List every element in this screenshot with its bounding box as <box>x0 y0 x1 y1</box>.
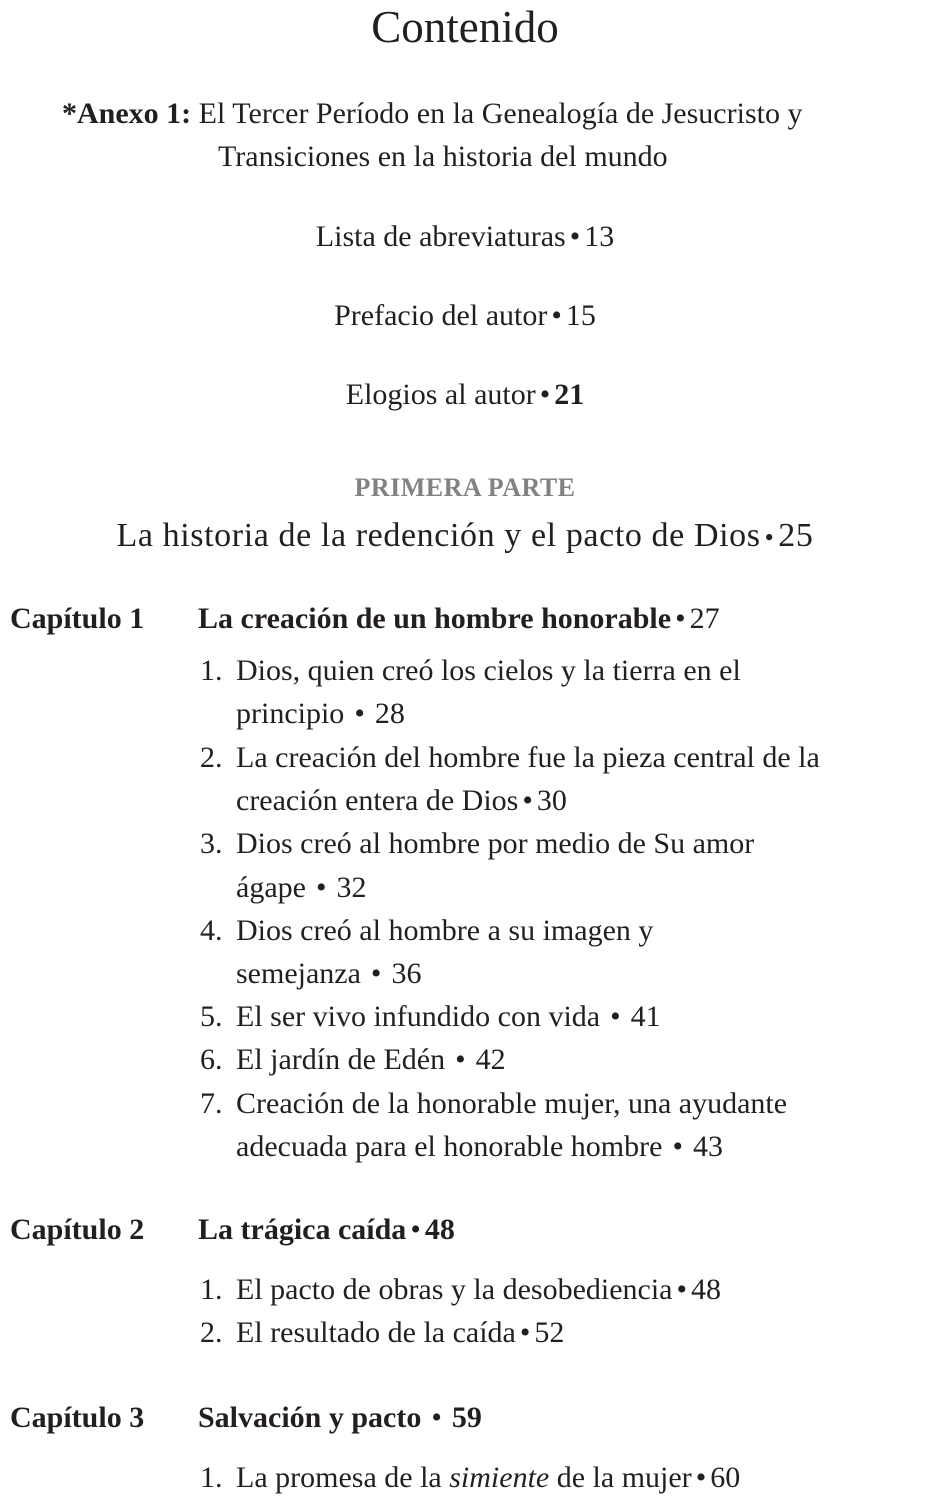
page-number: 60 <box>710 1461 741 1494</box>
page-number: 41 <box>630 1000 661 1033</box>
chapter-3-title[interactable]: Salvación y pacto • 59 <box>198 1401 482 1434</box>
bullet-separator: • <box>610 1000 621 1033</box>
front-matter-praise[interactable]: Elogios al autor • 21 <box>345 378 585 411</box>
page-number: 27 <box>689 602 720 635</box>
italic-word: simiente <box>449 1461 550 1494</box>
chapter-2-item-1[interactable]: 1. El pacto de obras y la desobediencia • 48 <box>200 1273 722 1306</box>
bullet-separator: • <box>431 1401 442 1434</box>
chapter-1-item-6[interactable]: 6. El jardín de Edén • 42 <box>200 1043 506 1076</box>
bullet-separator: • <box>455 1043 466 1076</box>
front-matter-preface[interactable]: Prefacio del autor • 15 <box>334 299 596 332</box>
page-number: 43 <box>692 1130 723 1163</box>
page-number: 36 <box>391 957 422 990</box>
page-title: Contenido <box>371 2 559 52</box>
chapter-1-item-3-cont[interactable]: ágape • 32 <box>236 871 367 904</box>
bullet-separator: • <box>370 957 382 990</box>
chapter-1-item-4-cont[interactable]: semejanza • 36 <box>236 957 422 990</box>
page-number: 32 <box>336 871 367 904</box>
chapter-1-item-7[interactable]: 7. Creación de la honorable mujer, una ayudante <box>200 1087 788 1120</box>
annex-label: *Anexo 1: <box>62 97 192 130</box>
chapter-1-item-3[interactable]: 3. Dios creó al hombre por medio de Su amor <box>200 827 755 860</box>
chapter-1-title[interactable]: La creación de un hombre honorable • 27 <box>198 602 720 635</box>
chapter-3-item-1[interactable]: 1. La promesa de la simiente de la mujer • 60 <box>200 1461 741 1494</box>
chapter-1-label: Capítulo 1 <box>10 602 145 635</box>
page-number: 52 <box>534 1316 565 1349</box>
bullet-separator: • <box>519 1316 531 1349</box>
chapter-1-item-2[interactable]: 2. La creación del hombre fue la pieza central de la <box>200 741 820 774</box>
annex-line-1 <box>62 92 802 135</box>
chapter-2-label: Capítulo 2 <box>10 1213 145 1246</box>
bullet-separator: • <box>676 1273 688 1306</box>
page-number: 30 <box>536 784 567 817</box>
bullet-separator: • <box>695 1461 707 1494</box>
page-number: 21 <box>554 378 585 411</box>
page-number: 42 <box>475 1043 506 1076</box>
chapter-2-title[interactable]: La trágica caída • 48 <box>198 1213 455 1246</box>
annex-title-line-1: El Tercer Período en la Genealogía de Jesucristo y <box>198 97 803 130</box>
bullet-separator: • <box>522 784 533 817</box>
page-number: 59 <box>451 1401 482 1434</box>
part-label: PRIMERA PARTE <box>354 473 576 502</box>
part-title[interactable]: La historia de la redención y el pacto de Dios • 25 <box>116 517 814 554</box>
bullet-separator: • <box>672 1130 683 1163</box>
chapter-2-item-2[interactable]: 2. El resultado de la caída • 52 <box>200 1316 565 1349</box>
page-number: 48 <box>691 1273 722 1306</box>
chapter-1-item-2-cont[interactable]: creación entera de Dios • 30 <box>236 784 567 817</box>
page-number: 25 <box>778 517 814 554</box>
page-number: 48 <box>424 1213 455 1246</box>
chapter-1-item-7-cont[interactable]: adecuada para el honorable hombre • 43 <box>236 1130 723 1163</box>
bullet-separator: • <box>569 220 581 253</box>
bullet-separator: • <box>315 871 327 904</box>
bullet-separator: • <box>764 523 775 552</box>
annex-title-line-2: Transiciones en la historia del mundo <box>218 140 668 173</box>
page-number: 28 <box>374 697 405 730</box>
page-number: 15 <box>565 299 596 332</box>
bullet-separator: • <box>675 602 686 635</box>
chapter-1-item-1[interactable]: 1. Dios, quien creó los cielos y la tierra en el <box>200 654 741 687</box>
bullet-separator: • <box>551 299 562 332</box>
bullet-separator: • <box>539 378 551 411</box>
chapter-1-item-1-cont[interactable]: principio • 28 <box>236 697 405 730</box>
bullet-separator: • <box>354 697 365 730</box>
front-matter-abbreviations[interactable]: Lista de abreviaturas • 13 <box>315 220 615 253</box>
bullet-separator: • <box>410 1213 421 1246</box>
chapter-1-item-5[interactable]: 5. El ser vivo infundido con vida • 41 <box>200 1000 661 1033</box>
chapter-3-label: Capítulo 3 <box>10 1401 145 1434</box>
chapter-1-item-4[interactable]: 4. Dios creó al hombre a su imagen y <box>200 914 654 947</box>
page-number: 13 <box>584 220 615 253</box>
